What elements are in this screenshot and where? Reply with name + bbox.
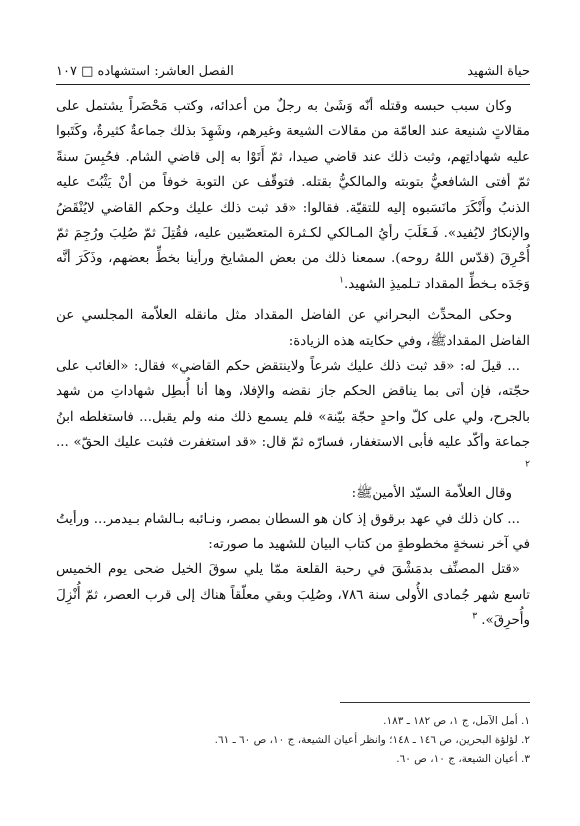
footnote-rule	[340, 702, 530, 703]
quote-1: ... قيلَ له: «قد ثبت ذلك عليك شرعاً ولاينتقض حكم القاضي» فقال: «الغائب على حجّته، فإن أتى بما يناقض الحكم جاز نقضه والإفلا، وها أنا أُبطِل شهاداتِ من شهد بالجرح، ولي على كلّ واحدٍ حجّة بيّنة» فلم يسمع ذلك منه ولم يقبل... فاستغلطه ابنُ جماعة وأكّد عليه فأبى الاستغفار، فسارّه ثمّ قال: «قد استغفرت فثبت عليك الحقّ» ... $^٢$	[56, 359, 530, 470]
footnote-ref-1: ١	[339, 275, 344, 286]
footnote-1: ١. أمل الآمل، ج ١، ص ١٨٢ ـ ١٨٣.	[383, 715, 530, 727]
chapter-heading	[56, 62, 234, 82]
quote-2: ... كان ذلك في عهد برقوق إذ كان هو السطان بمصر، ونـائبه بـالشام بـيدمر... ورأيتُ في آخر نسخةٍ مخطوطةٍ من كتاب البيان للشهيد ما صورته:	[56, 511, 530, 552]
footnotes	[56, 712, 530, 769]
footnote-ref-3: ٣	[472, 611, 478, 622]
footnote-ref-2: ٢	[525, 459, 530, 470]
footnote-3: ٣. أعيان الشيعة، ج ١٠، ص ٦٠.	[396, 753, 530, 765]
chapter-title: الفصل العاشر: استشهاده	[97, 64, 234, 79]
separator-square-icon: □	[81, 64, 94, 79]
main-text	[56, 94, 530, 634]
paragraph-1: وكان سبب حبسه وقتله أنّه وَشَىٰ به رجلٌ من أعدائه، وكتب مَحْضَراً يشتمل على مقالاتٍ شنيعة عند العامّة من مقالات الشيعة وغيرهم، وشَهِدَ بذلك جماعةٌ كثيرةٌ، وكَتَبوا عليه شهاداتِهم، وثبت ذلك عند قاضي صيدا، ثمّ أَتَوْا به إلى قاضي الشام. فحُبِسَ سنةً ثمّ أفتى الشافعيُّ بتوبته والمالكيُّ بقتله. فتوقّف عن التوبة خوفاً من أنْ يَثْبُتَ عليه الذنبُ وأَنْكَرَ مانَسَبوه إليه للتقيّة. فقالوا: «قد ثبت ذلك عليك وحكم القاضي لايُنْقَضُ والإنكارُ لايُفيد». فَـغَلَبَ رأيُ المـالكي لكـثرة المتعصّبين عليه، فقُتِلَ ثمّ صُلِبَ ورُجِمَ ثمّ أُحْرِقَ (قدّس اللهُ روحه). سمعنا ذلك من بعض المشايخ ورأينا بخطِّ بعضهم، وذَكَرَ أنَّه وَجَدَه بـخطِّ المقداد تـلميذِ الشهيد.$^١$	[56, 99, 530, 292]
header-rule	[56, 84, 530, 85]
running-header	[56, 62, 530, 82]
paragraph-3: وقال العلاّمة السيّد الأمينﷺ:	[351, 486, 512, 502]
quote-3: «قتل المصنِّف بدمَشْقَ في رحبة القلعة ممّا يلي سوقَ الخيل ضحى يوم الخميس تاسع شهر جُمادى الأُولى سنة ٧٨٦، وصُلِبَ وبقي معلّقاً هناك إلى قرب العصر، ثمّ أُنْزِلَ وأُحرِقَ». $^٣$	[56, 562, 530, 629]
page-number: ١٠٧	[56, 64, 77, 79]
book-title: حياة الشهيد	[467, 64, 530, 79]
paragraph-2: وحكى المحدِّث البحراني عن الفاضل المقداد مثل مانقله العلاّمة المجلسي عن الفاضل المقدادﷺ، وفي حكايته هذه الزيادة:	[56, 308, 530, 349]
footnote-2: ٢. لؤلؤة البحرين، ص ١٤٦ ـ ١٤٨؛ وانظر أعيان الشيعة، ج ١٠، ص ٦٠ ـ ٦١.	[214, 734, 530, 746]
